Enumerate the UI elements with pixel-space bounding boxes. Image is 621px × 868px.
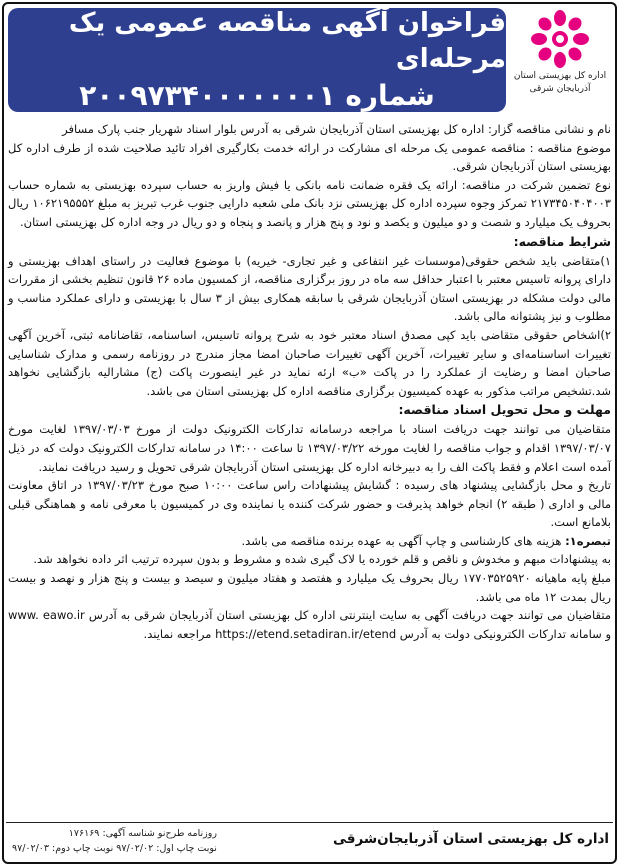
deadline-text: متقاضیان می توانند جهت دریافت اسناد با مراجعه درسامانه تدارکات الکترونیک دولت از مورخ ۱۳۹۷/۰۳/۰۳ لغایت مورخ ۱۳۹۷/۰۳/۰۷ اقدام و جواب مناقصه را لغایت مورخه ۱۳۹۷/۰۳/۲۲ تا ساعت ۱۴:۰۰ در سامانه تدارکات الکترونیک دولت که در ذیل آمده است اعلام و فقط پاکت الف را به دبیرخانه اداره کل بهزیستی استان آذربایجان شرقی تحویل و رسید دریافت نمایند. <box>8 422 611 474</box>
condition-2: ۲)اشخاص حقوقی متقاضی باید کپی مصدق اسناد معتبر خود به شرح پروانه تاسیس، اساسنامه، تقاضانامه ثبتی، آخرین آگهی تغییرات اساسنامه‌ای و سایر تغییرات، آخرین آگهی تغییرات صاحبان امضا مجاز مندرج در روزنامه رسمی و مدارک شناسایی صاحبان امضا و رضایت از عملکرد را در پاکت «ب» ارئه نماید در غیر اینصورت پاکت (ج) مشارالیه بازگشایی نخواهد شد.تشخیص مراتب مذکور به عهده کمیسیون برگزاری مناقصه اداره کل بهزیستی استان می باشد. <box>8 327 611 398</box>
tenderer-address: نام و نشانی مناقصه گزار: اداره کل بهزیستی استان آذربایجان شرقی به آدرس بلوار اسناد شهریار جنب پارک مسافر <box>62 122 611 136</box>
website-info: متقاضیان می توانند جهت دریافت آگهی به سایت اینترنتی اداره کل بهزیستی استان آذربایجان شرقی به آدرس www. eawo.ir و سامانه تدارکات الکترونیکی دولت به آدرس https://etend.setadiran.ir/etend مراجعه نمایند. <box>8 608 611 641</box>
guarantee-info: نوع تضمین شرکت در مناقصه: ارائه یک فقره ضمانت نامه بانکی یا فیش واریز به حساب سپرده بهزیستی به شماره حساب ۲۱۷۳۴۵۰۴۰۴۰۰۳ تمرکز وجوه سپرده اداره کل بهزیستی نزد بانک ملی شعبه دارایی جنوب غرب تبریز به مبلغ ۱۰۶۲۱۹۵۵۵۲ ریال بحروف یک میلیارد و شصت و دو میلیون و یکصد و نود و پنج هزار و پانصد و پنجاه و دو ریال در وجه اداره کل بهزیستی استان. <box>8 177 611 229</box>
ad-id: روزنامه طرح‌نو شناسه آگهی: ۱۷۶۱۶۹ <box>68 828 217 839</box>
publication-info <box>12 826 217 856</box>
organization-logo <box>510 8 610 112</box>
note-2: به پیشنهادات مبهم و مخدوش و ناقص و قلم خورده یا لاک گیری شده و مشروط و بدون سپرده ترتیب اثر داده نخواهد شد. <box>33 552 611 567</box>
tender-number: شماره ۲۰۰۹۷۳۴۰۰۰۰۰۰۰۱ <box>79 79 435 112</box>
note-label: تبصره۱: <box>565 533 611 548</box>
logo-caption-1: اداره کل بهزیستی استان <box>513 71 607 81</box>
ad-footer <box>6 822 613 861</box>
deadline-heading: مهلت و محل تحویل اسناد مناقصه: <box>398 402 611 418</box>
ad-body <box>8 120 611 820</box>
logo-caption-2: آذربایجان شرقی <box>529 84 591 94</box>
note-1 <box>8 532 611 551</box>
ad-title: فراخوان آگهی مناقصه عمومی یک مرحله‌ای <box>68 8 506 74</box>
monthly-amount: مبلغ پایه ماهیانه ۱۷۷۰۳۵۲۵۹۲۰ ریال بحروف یک میلیارد و هفتصد و هفتاد میلیون و سیصد و بیست و پنج هزار و نهصد و بیست ریال بمدت ۱۲ ماه می باشد. <box>8 571 612 604</box>
conditions-heading: شرایط مناقصه: <box>513 233 611 249</box>
welfare-flower-icon <box>529 8 591 70</box>
opening-text: تاریخ و محل بازگشایی پیشنهاد های رسیده : گشایش پیشنهادات راس ساعت ۱۰:۰۰ صبح مورخ ۱۳۹۷/۰۳/۲۳ در اتاق معاونت مالی و اداری ( طبقه ۲) انجام خواهد پذیرفت و حضور شرکت کننده یا نماینده وی در کمیسیون با معرفی نامه و هماهنگی قبلی بلامانع است. <box>8 478 611 530</box>
condition-1: ۱)متقاضی باید شخص حقوقی(موسسات غیر انتفاعی و غیر تجاری- خیریه) با موضوع فعالیت در راستای اهداف بهزیستی و دارای پروانه تاسیس معتبر با اعتبار حداقل سه ماه در روز برگزاری مناقصه، از کمسیون ماده ۲۶ قانون تنظیم بخشی از مقررات مالی دولت مشکله در بهزیستی استان آذربایجان شرقی با سابقه همکاری بیش از ۳ سال با بهزیستی و دارای عملکرد مناسب و مطلوب و نیز پشتوانه مالی باشد. <box>8 253 611 324</box>
title-banner <box>8 8 506 112</box>
footer-organization: اداره کل بهزیستی استان آذربایجان‌شرقی <box>332 831 609 847</box>
note-text: هزینه های کارشناسی و چاپ آگهی به عهده برنده مناقصه می باشد. <box>241 533 562 548</box>
print-dates: نوبت چاپ اول: ۹۷/۰۲/۰۲ نوبت چاپ دوم: ۹۷/۰۲/۰۳ <box>12 843 217 854</box>
tender-subject: موضوع مناقصه : مناقصه عمومی یک مرحله ای مشارکت در ارائه خدمت بکارگیری افراد تائید صلاحیت شده از طرف اداره کل بهزیستی استان آذربایجان شرقی. <box>8 140 611 174</box>
